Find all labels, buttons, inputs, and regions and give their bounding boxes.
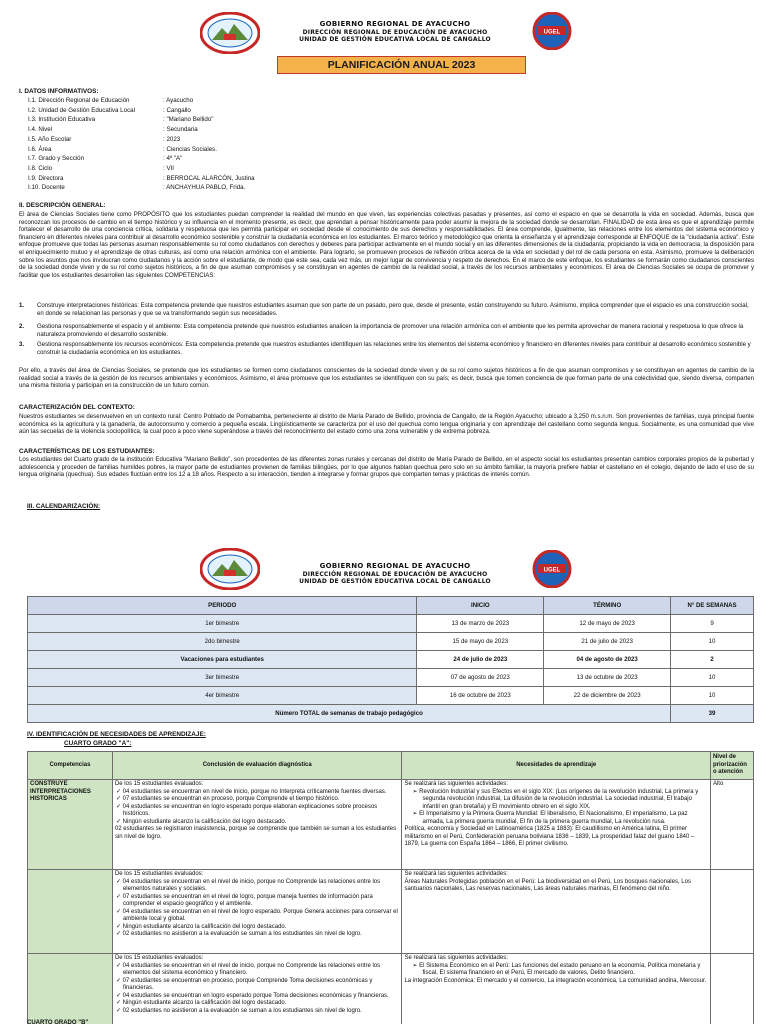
need-item: ➢ Revolución Industrial y sus Efectos en el siglo XIX: (Los orígenes de la revolución industrial, La primera y segunda revolución industrial, La difusión de la revolución industrial. La sociedad industrial, El trabajo infantil en gran bretaña) y El movimiento obrero en el siglo XIX.	[412, 788, 699, 810]
calendar-cell-semanas: 10	[671, 687, 754, 705]
calendar-cell-termino: 22 de diciembre de 2023	[544, 687, 671, 705]
info-key: I.2. Unidad de Gestión Educativa Local	[28, 106, 135, 114]
needs-activities	[402, 954, 711, 1024]
header-line-2: DIRECCIÓN REGIONAL DE EDUCACIÓN DE AYACUCHO	[302, 28, 488, 36]
info-value: : 4º "A"	[163, 155, 183, 163]
needs-competency: CONSTRUYE INTERPRETACIONES HISTORICAS	[28, 780, 113, 870]
calendar-header-semanas: N° DE SEMANAS	[671, 597, 754, 615]
competency-number: 2.	[19, 323, 25, 330]
calendar-row	[28, 669, 754, 687]
calendar-cell-periodo: 4er bimestre	[28, 687, 417, 705]
calendar-cell-termino: 04 de agosto de 2023	[544, 651, 671, 669]
competency-number: 3.	[19, 341, 25, 348]
diag-item: ✓ Ningún estudiante alcanzo la calificación del logro destacado.	[115, 818, 287, 825]
needs-activities	[402, 870, 711, 954]
ugel-logo-text: UGEL	[543, 29, 561, 36]
info-key: I.8. Ciclo	[28, 164, 53, 172]
competency-item	[19, 302, 754, 317]
diag-item: ✓ 04 estudiantes se encuentran en logro esperado porque Toma decisiones económicas y financieras.	[115, 992, 389, 999]
diag-head: De los 15 estudiantes evaluados:	[114, 871, 204, 877]
calendar-row	[28, 651, 754, 669]
calendar-row	[28, 633, 754, 651]
ugel-logo	[530, 12, 574, 50]
calendar-total-value: 39	[671, 705, 754, 723]
needs-header-competencias: Competencias	[28, 752, 113, 780]
competency-text: Construye interpretaciones históricas: Esta competencia pretende que nuestros estudiantes asuman que son parte de un pasado, pero que, desde el presente, están construyendo su futuro. Asimismo, implica comprender que el espacio es una construcción social, en donde se relacionan las personas y que se va transformando según sus necesidades.	[37, 302, 749, 317]
calendar-cell-semanas: 10	[671, 669, 754, 687]
needs-diagnosis	[112, 870, 402, 954]
info-value: : Secundaria	[163, 126, 198, 134]
calendar-header-row	[28, 597, 754, 615]
info-value: : BERROCAL ALARCÓN, Justina	[163, 174, 255, 182]
calendar-cell-semanas: 9	[671, 615, 754, 633]
description-paragraph: El área de Ciencias Sociales tiene como PROPÓSITO que los estudiantes puedan comprender la realidad del mundo en que viven, las experiencias colectivas pasadas y presentes, así como el espacio en que se desarrolla la vida en sociedad. Además, busca que reconozcan los procesos de cambio en el tiempo histórico y su influencia en el momento presente, es decir, que aprendan a pensar históricamente para poder asumir la mejora de la sociedad donde se desarrollan. FINALIDAD de esta área es que el aprendizaje permite fortalecer el desarrollo de una conciencia crítica, solidaria y respetuosa que les permita participar en sociedad desde el conocimiento de sus derechos y responsabilidades. El área comprende, igualmente, las relaciones entre los elementos del sistema económico y financiero en diferentes niveles para contribuir al desarrollo económico sostenible y construir la ciudadanía económica en los estudiantes. El marco teórico y metodológico que orienta la enseñanza y el aprendizaje corresponde al ENFOQUE de la "ciudadanía activa". Este enfoque promueve que todas las personas asuman responsablemente su rol como ciudadanos con derechos y deberes para participar activamente en el mundo social y en las diferentes dimensiones de la ciudadanía, propiciando la vida en democracia, la disposición para el enriquecimiento mutuo y el aprendizaje de otras culturas, así como una relación armónica con el ambiente. Para lograrlo, se promueven procesos de reflexión crítica acerca de la vida en sociedad y del rol de cada persona en esta. Asimismo, promueve la deliberación sobre los asuntos que nos involucran como ciudadanos y la acción sobre el estudiante, de modo que este sea, cada vez más, un mejor lugar de convivencia y respeto de derechos. En el marco de este enfoque, los estudiantes se formarán como ciudadanos conscientes de la sociedad donde viven y de su rol como sujetos históricos, a fin de que asuman compromisos y se constituyan en agentes de cambio de la realidad social, a través de los recursos ambientales y económicos. El área de Ciencias Sociales se ocupa de promover y facilitar que los estudiantes desarrollen las siguientes COMPETENCIAS:	[19, 211, 754, 279]
calendar-table	[27, 596, 754, 723]
header-line-1: GOBIERNO REGIONAL DE AYACUCHO	[319, 20, 471, 28]
calendar-body	[28, 615, 754, 723]
info-key: I.4. Nivel	[28, 126, 53, 134]
section-1-title: I. DATOS INFORMATIVOS:	[19, 88, 99, 95]
diag-item: ✓ 04 estudiantes se encuentran en el nivel de inicio, porque no Comprende las relaciones entre los elementos del sistema económico y financiero.	[115, 962, 381, 976]
needs-header-nivel: Nivel de priorización o atención	[710, 752, 753, 780]
header-line-3b: UNIDAD DE GESTIÓN EDUCATIVA LOCAL DE CANGALLO	[299, 578, 491, 586]
calendar-cell-inicio: 07 de agosto de 2023	[417, 669, 544, 687]
diag-item: ✓ 02 estudiantes no asistieron a la evaluación se suman a los estudiantes sin nivel de logro.	[115, 1007, 362, 1014]
footer-fragment: CUARTO GRADO "B"	[27, 1020, 89, 1024]
section-2-title: II. DESCRIPCIÓN GENERAL:	[19, 202, 106, 209]
info-row	[28, 165, 174, 173]
info-row	[28, 146, 217, 154]
calendar-cell-inicio: 16 de octubre de 2023	[417, 687, 544, 705]
need-tail: La integración Económica: El mercado y el comercio, La integración económica, La comunidad andina, Mercosur.	[404, 977, 707, 984]
needs-level: Alto	[710, 780, 753, 870]
needs-level	[710, 954, 753, 1024]
header-line-2b: DIRECCIÓN REGIONAL DE EDUCACIÓN DE AYACUCHO	[302, 570, 488, 578]
needs-level	[710, 870, 753, 954]
info-row	[28, 116, 213, 124]
info-row	[28, 184, 245, 192]
info-value: : "Mariano Bellido"	[163, 116, 214, 124]
diag-item: ✓ 07 estudiantes se encuentran en proceso, porque Comprende Toma decisiones económicas y financieras.	[115, 977, 373, 991]
info-key: I.7. Grado y Sección	[28, 155, 85, 163]
diag-item: ✓ Ningún estudiante alcanzo la calificación del logro destacado.	[115, 1000, 287, 1006]
info-key: I.6. Área	[28, 145, 52, 153]
calendar-cell-periodo: 2do bimestre	[28, 633, 417, 651]
info-value: : ANCHAYHUA PABLO, Frida.	[163, 184, 246, 192]
calendar-cell-termino: 13 de octubre de 2023	[544, 669, 671, 687]
info-row	[28, 97, 193, 105]
calendar-cell-semanas: 10	[671, 633, 754, 651]
competency-item	[19, 323, 754, 338]
calendar-cell-inicio: 24 de julio de 2023	[417, 651, 544, 669]
calendar-cell-termino: 21 de julio de 2023	[544, 633, 671, 651]
header-titles-2	[270, 562, 520, 586]
students-title: CARACTERÍSTICAS DE LOS ESTUDIANTES:	[19, 448, 155, 455]
info-key: I.10. Docente	[28, 184, 65, 192]
calendar-cell-termino: 12 de mayo de 2023	[544, 615, 671, 633]
info-value: : 2023	[163, 135, 181, 143]
info-value: : Ciencias Sociales.	[163, 145, 217, 153]
needs-diagnosis	[112, 954, 402, 1024]
header-line-3: UNIDAD DE GESTIÓN EDUCATIVA LOCAL DE CANGALLO	[299, 36, 491, 44]
diag-item: ✓ 04 estudiantes se encuentran en el nivel de inicio, porque no Comprende las relaciones entre los elementos naturales y sociales.	[115, 878, 381, 892]
info-key: I.1. Dirección Regional de Educación	[28, 97, 130, 104]
calendar-row	[28, 687, 754, 705]
info-value: : Ayacucho	[163, 97, 194, 104]
need-item: ➢ El Imperialismo y la Primera Guerra Mundial: El liberalismo, El Nacionalismo, El imperialismo, La paz armada, La primera guerra mundial, El fin de la primera guerra mundial, La revolución rusa.	[412, 811, 688, 825]
header-titles	[270, 20, 520, 44]
needs-header-row	[28, 752, 754, 780]
info-row	[28, 175, 255, 183]
calendar-cell-periodo: 3er bimestre	[28, 669, 417, 687]
needs-row	[28, 780, 754, 870]
need-head: Se realizará las siguientes actividades:	[404, 781, 508, 787]
ugel-logo-2	[530, 550, 574, 588]
competency-text: Gestiona responsablemente los recursos económicos: Esta competencia pretende que nuestros estudiantes identifiquen las relaciones entre los elementos del sistema económico y financiero en diferentes niveles para contribuir al desarrollo económico sostenible y construir la ciudadanía económica en los estudiantes.	[37, 341, 751, 356]
diag-item: ✓ 04 estudiantes se encuentran en el nivel de logro esperado. Porque Genera acciones para conservar el ambiente local y global.	[115, 908, 398, 922]
need-head: Se realizará las siguientes actividades:	[404, 871, 508, 877]
diag-item: ✓ Ningún estudiante alcanzo la calificación del logro destacado.	[115, 923, 287, 930]
calendar-cell-inicio: 13 de marzo de 2023	[417, 615, 544, 633]
ugel-logo-text-2: UGEL	[543, 567, 561, 574]
need-item: ➢ El Sistema Económico en el Perú: Las funciones del estado peruano en la economía, Política monetaria y fiscal, El sistema financiero en el Perú, El mercado de valores, Delito financiero.	[412, 962, 701, 976]
calendar-cell-inicio: 15 de mayo de 2023	[417, 633, 544, 651]
needs-header-diagnostico: Conclusión de evaluación diagnóstica	[112, 752, 402, 780]
info-row	[28, 155, 182, 163]
info-key: I.5. Año Escolar	[28, 135, 72, 143]
need-tail: Política, economía y Sociedad en Latinoamérica (1825 a 1883): El caudillismo en América latina, El primer militarismo en el Perú, Confederación peruana boliviana 1836 – 1839, La prosperidad falaz del guano 1840 – 1879, La guerra con España 1864 – 1866, El primer civilismo.	[404, 826, 695, 847]
regional-government-logo	[200, 12, 260, 54]
calendar-total-row	[28, 705, 754, 723]
diag-item: ✓ 04 estudiantes se encuentran en nivel de inicio, porque no Interpreta críticamente fuentes diversas.	[115, 788, 387, 795]
needs-row	[28, 954, 754, 1024]
needs-header-necesidades: Necesidades de aprendizaje	[402, 752, 711, 780]
diag-item: ✓ 02 estudiantes no asistieron a la evaluación se suman a los estudiantes sin nivel de logro.	[115, 931, 362, 937]
regional-government-logo-2	[200, 548, 260, 590]
needs-body	[28, 780, 754, 1024]
competency-text: Gestiona responsablemente el espacio y el ambiente: Esta competencia pretende que nuestros estudiantes analicen la importancia de promover una relación armónica con el ambiente que les permita aprovechar de manera racional y respetuosa lo que ofrece la naturaleza promoviendo el desarrollo sostenible.	[37, 323, 744, 338]
needs-activities	[402, 780, 711, 870]
calendar-header-inicio: INICIO	[417, 597, 544, 615]
section-3-title: III. CALENDARIZACIÓN:	[27, 503, 101, 510]
page-banner-title: PLANIFICACIÓN ANUAL 2023	[277, 56, 526, 74]
needs-table	[27, 751, 754, 1024]
need-head: Se realizará las siguientes actividades:	[404, 955, 508, 961]
info-row	[28, 136, 180, 144]
needs-competency	[28, 870, 113, 954]
context-title: CARACTERIZACIÓN DEL CONTEXTO:	[19, 404, 135, 411]
section-4-title: IV. IDENTIFICACIÓN DE NECESIDADES DE APRENDIZAJE:	[27, 731, 206, 738]
calendar-cell-semanas: 2	[671, 651, 754, 669]
diag-head: De los 15 estudiantes evaluados:	[114, 781, 204, 787]
info-value: : Cangallo	[163, 106, 191, 114]
needs-competency	[28, 954, 113, 1024]
diag-tail: 02 estudiantes se registraron inasistencia, porque se comprende que también se suman a los estudiantes sin nivel de logro.	[114, 826, 397, 840]
info-key: I.3. Institución Educativa	[28, 116, 96, 124]
info-row	[28, 126, 198, 134]
info-row	[28, 107, 191, 115]
diag-head: De los 15 estudiantes evaluados:	[114, 955, 204, 961]
need-tail: Áreas Naturales Protegidas población en el Perú: La biodiversidad en el Perú, Los bosques nacionales, Los santuarios nacionales, Las reservas nacionales, Las áreas naturales marinas, El fenómeno del niño.	[404, 878, 691, 892]
calendar-header-periodo: PERIODO	[28, 597, 417, 615]
section-4-subtitle: CUARTO GRADO "A":	[64, 740, 132, 747]
calendar-header-termino: TÉRMINO	[544, 597, 671, 615]
info-value: : VII	[163, 164, 175, 172]
diag-item: ✓ 04 estudiantes se encuentran en logro esperado porque elaboran explicaciones sobre procesos históricos.	[115, 803, 378, 817]
header-line-1b: GOBIERNO REGIONAL DE AYACUCHO	[319, 562, 471, 570]
calendar-cell-periodo: Vacaciones para estudiantes	[28, 651, 417, 669]
needs-row	[28, 870, 754, 954]
description-paragraph-2: Por ello, a través del área de Ciencias Sociales, se pretende que los estudiantes se formen como ciudadanos conscientes de la sociedad donde viven y de su rol como sujetos históricos a fin de que asuman compromisos y se constituyan en agentes de cambio de la realidad social a través de la gestión de los recursos ambientales y económicos. Asimismo, el área promueve que los estudiantes se identifiquen con su país; es decir, busca que tomen conciencia de que forman parte de una colectividad que, siendo diversa, comparten una misma historia y participan en la construcción de un futuro común.	[19, 367, 754, 390]
needs-diagnosis	[112, 780, 402, 870]
diag-item: ✓ 07 estudiantes se encuentran en proceso, porque Comprende el tiempo histórico.	[115, 796, 340, 802]
context-text: Nuestros estudiantes se desenvuelven en un contexto rural: Centro Poblado de Pomabamba, perteneciente al distrito de María Parado de Bellido, provincia de Cangallo, de la Región Ayacucho; ubicado a 3,250 m.s.n.m. Son provenientes de familias, cuya principal fuente económica es la agricultura y la ganadería, de autoconsumo y comercio a pequeña escala. Lingüísticamente se caracteriza por el uso del quechua como lengua originaria y con aprendizaje del castellano como segunda lengua. Socialmente, es una comunidad que vive aún las secuelas de la violencia sociopolítica, la cual poco a poco viene superándose a través del reconocimiento del estado como una zona vulnerable y de extrema pobreza.	[19, 413, 754, 436]
calendar-total-label: Número TOTAL de semanas de trabajo pedagógico	[28, 705, 671, 723]
competency-item	[19, 341, 754, 356]
diag-item: ✓ 07 estudiantes se encuentran en el nivel de logro, porque maneja fuentes de información para comprender el espacio geográfico y el ambiente.	[115, 893, 373, 907]
calendar-cell-periodo: 1er bimestre	[28, 615, 417, 633]
students-text: Los estudiantes del Cuarto grado de la institución Educativa "Mariano Bellido", son procedentes de las diferentes zonas rurales y cercanas del distrito de María Parado de Bellido, en el aspecto social los estudiantes presentan cambios corporales propios de la pubertad y adolescencia y proceden de familias humildes pobres, la mayor parte de estudiantes provienen de familias bilingües, por lo que algunos hablan quechua pero solo en su ámbito familiar, la mayoría prefiere hablar el castellano en el colegio, dejando de lado el uso de su lengua originaria (quechua). Sus edades fluctúan entre los 12 a 18 años. Respecto a su interacción, tienden a integrarse y formar grupos que comparten temas y prácticas de interés común.	[19, 456, 754, 479]
calendar-row	[28, 615, 754, 633]
competency-number: 1.	[19, 302, 25, 309]
info-key: I.9. Directora	[28, 174, 64, 182]
